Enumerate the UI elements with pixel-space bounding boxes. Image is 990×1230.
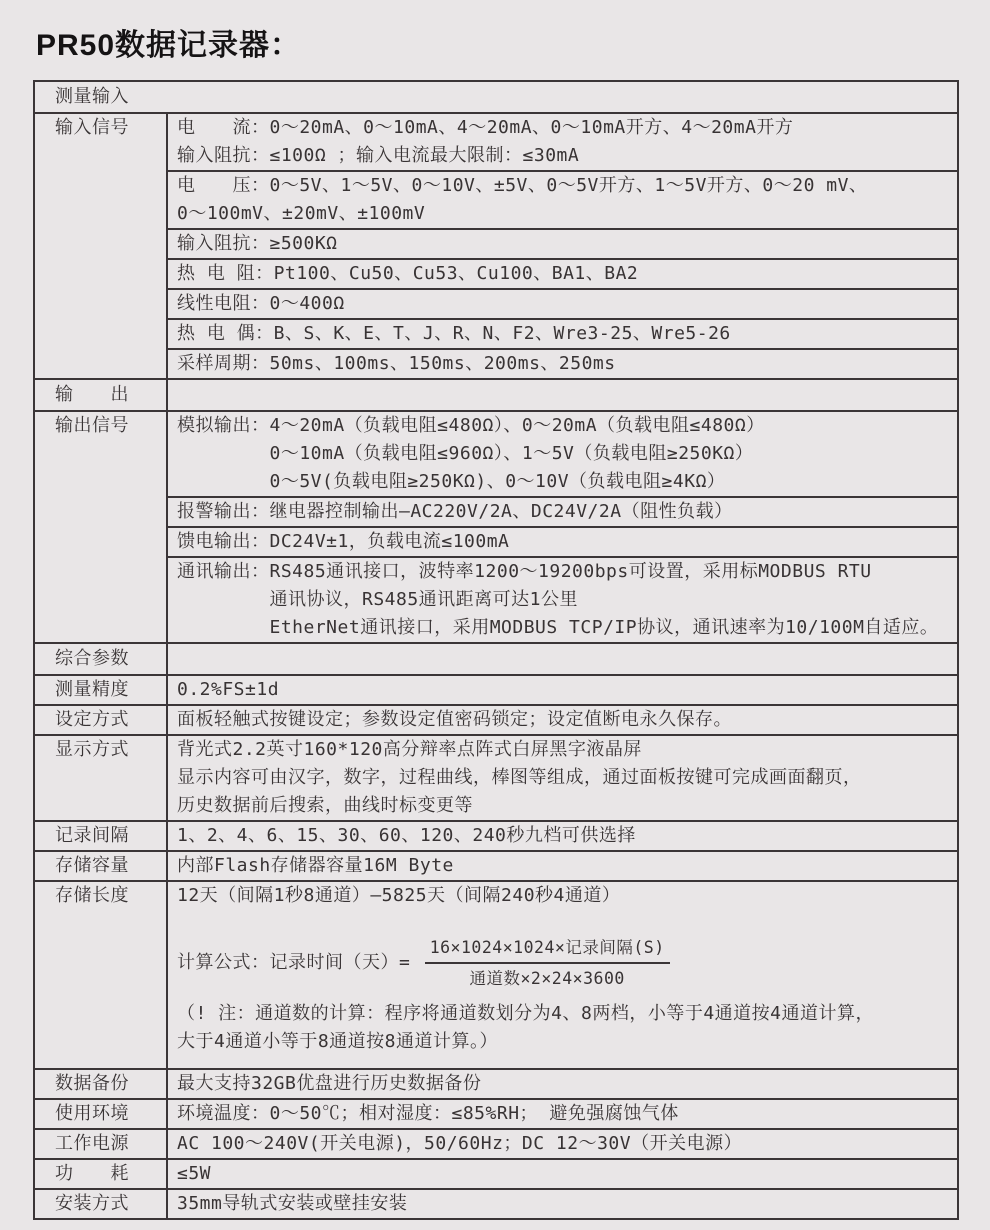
row-value-cell bbox=[166, 644, 957, 674]
row-label-cell bbox=[35, 1100, 166, 1128]
value-line: 线性电阻：0～400Ω bbox=[177, 293, 345, 314]
row-label-cell bbox=[35, 706, 166, 734]
value-line: ≤5W bbox=[177, 1163, 212, 1184]
row-label: 功 耗 bbox=[55, 1163, 129, 1184]
value-subrow bbox=[168, 852, 957, 880]
value-subrow bbox=[168, 228, 957, 258]
row-label-cell bbox=[35, 644, 166, 674]
value-subrow bbox=[168, 706, 957, 734]
row-label-cell bbox=[35, 1130, 166, 1158]
fraction-numerator: 16×1024×1024×记录间隔(S) bbox=[425, 936, 670, 964]
row-label: 显示方式 bbox=[55, 739, 129, 760]
value-line: 历史数据前后搜索，曲线时标变更等 bbox=[177, 795, 473, 816]
fraction bbox=[425, 936, 670, 990]
row-label: 输入信号 bbox=[55, 117, 129, 138]
value-subrow bbox=[168, 1190, 957, 1218]
row-value-cell bbox=[166, 1160, 957, 1188]
value-line: 热 电 偶：B、S、K、E、T、J、R、N、F2、Wre3-25、Wre5-26 bbox=[177, 323, 731, 344]
row-label: 设定方式 bbox=[55, 709, 129, 730]
spacer bbox=[177, 910, 957, 936]
value-subrow bbox=[168, 736, 957, 820]
value-subrow bbox=[168, 676, 957, 704]
value-line: 35mm导轨式安装或壁挂安装 bbox=[177, 1193, 408, 1214]
value-line: 面板轻触式按键设定；参数设定值密码锁定；设定值断电永久保存。 bbox=[177, 709, 732, 730]
value-line: 电 压：0～5V、1～5V、0～10V、±5V、0～5V开方、1～5V开方、0～20 mV、 bbox=[177, 175, 868, 196]
value-subrow bbox=[168, 882, 957, 1068]
value-line: 1、2、4、6、15、30、60、120、240秒九档可供选择 bbox=[177, 825, 636, 846]
value-line: 模拟输出：4～20mA（负载电阻≤480Ω）、0～20mA（负载电阻≤480Ω） bbox=[177, 415, 765, 436]
row-label: 输出信号 bbox=[55, 415, 129, 436]
row-label-cell bbox=[35, 882, 166, 1068]
table-row bbox=[35, 850, 957, 880]
row-label-cell bbox=[35, 676, 166, 704]
row-label-cell bbox=[35, 1160, 166, 1188]
row-value-cell bbox=[166, 1100, 957, 1128]
row-label: 使用环境 bbox=[55, 1103, 129, 1124]
value-line: 电 流：0～20mA、0～10mA、4～20mA、0～10mA开方、4～20mA开方 bbox=[177, 117, 794, 138]
row-label-cell bbox=[35, 736, 166, 820]
value-line: 0～5V(负载电阻≥250KΩ)、0～10V（负载电阻≥4KΩ） bbox=[177, 471, 726, 492]
value-line: 通讯协议，RS485通讯距离可达1公里 bbox=[177, 589, 579, 610]
row-label: 输 出 bbox=[55, 384, 129, 405]
value-subrow bbox=[168, 1100, 957, 1128]
table-row bbox=[35, 1068, 957, 1098]
fraction-denominator: 通道数×2×24×3600 bbox=[469, 969, 625, 988]
section-row bbox=[35, 642, 957, 674]
value-subrow bbox=[168, 288, 957, 318]
value-line: 大于4通道小等于8通道按8通道计算。） bbox=[177, 1031, 499, 1052]
row-label-cell bbox=[35, 1070, 166, 1098]
value-subrow bbox=[168, 318, 957, 348]
formula-block bbox=[177, 936, 957, 990]
value-line: 采样周期：50ms、100ms、150ms、200ms、250ms bbox=[177, 353, 616, 374]
value-line: 输入阻抗：≥500KΩ bbox=[177, 233, 338, 254]
section-row bbox=[35, 378, 957, 410]
row-value-cell bbox=[166, 114, 957, 378]
value-line: 显示内容可由汉字，数字，过程曲线，棒图等组成，通过面板按键可完成画面翻页， bbox=[177, 767, 862, 788]
table-row bbox=[35, 704, 957, 734]
row-label: 测量输入 bbox=[55, 86, 129, 107]
row-value-cell bbox=[166, 882, 957, 1068]
value-subrow bbox=[168, 412, 957, 496]
value-subrow bbox=[168, 1070, 957, 1098]
table-row bbox=[35, 880, 957, 1068]
value-line: 0～10mA（负载电阻≤960Ω）、1～5V（负载电阻≥250KΩ） bbox=[177, 443, 754, 464]
value-subrow bbox=[168, 496, 957, 526]
row-label: 综合参数 bbox=[55, 648, 129, 669]
row-value-cell bbox=[166, 676, 957, 704]
row-label: 安装方式 bbox=[55, 1193, 129, 1214]
value-line: 12天（间隔1秒8通道）—5825天（间隔240秒4通道） bbox=[177, 885, 621, 906]
value-line: 热 电 阻：Pt100、Cu50、Cu53、Cu100、BA1、BA2 bbox=[177, 263, 639, 284]
table-row bbox=[35, 734, 957, 820]
value-line: 最大支持32GB优盘进行历史数据备份 bbox=[177, 1073, 482, 1094]
value-subrow bbox=[168, 822, 957, 850]
value-subrow bbox=[168, 258, 957, 288]
table-row bbox=[35, 410, 957, 642]
row-value-cell bbox=[166, 736, 957, 820]
table-row bbox=[35, 1098, 957, 1128]
spacer bbox=[177, 990, 957, 1000]
spacer bbox=[177, 1056, 957, 1068]
section-row bbox=[35, 82, 957, 112]
row-label: 工作电源 bbox=[55, 1133, 129, 1154]
row-label-cell bbox=[35, 822, 166, 850]
row-value-cell bbox=[166, 822, 957, 850]
value-subrow bbox=[168, 348, 957, 378]
row-label-cell bbox=[35, 114, 166, 378]
value-line: 通讯输出：RS485通讯接口，波特率1200～19200bps可设置，采用标MODBUS RTU bbox=[177, 561, 872, 582]
value-subrow bbox=[168, 1130, 957, 1158]
value-subrow bbox=[168, 114, 957, 170]
value-subrow bbox=[168, 556, 957, 642]
value-line: 0.2%FS±1d bbox=[177, 679, 280, 700]
table-row bbox=[35, 1158, 957, 1188]
row-label: 数据备份 bbox=[55, 1073, 129, 1094]
value-subrow bbox=[168, 526, 957, 556]
value-line: AC 100～240V(开关电源)，50/60Hz；DC 12～30V（开关电源） bbox=[177, 1133, 743, 1154]
row-value-cell bbox=[166, 706, 957, 734]
page-title: PR50数据记录器： bbox=[36, 29, 302, 62]
row-label: 记录间隔 bbox=[55, 825, 129, 846]
value-subrow bbox=[168, 1160, 957, 1188]
row-label: 存储长度 bbox=[55, 885, 129, 906]
value-line: 馈电输出：DC24V±1，负载电流≤100mA bbox=[177, 531, 510, 552]
value-line: （! 注：通道数的计算：程序将通道数划分为4、8两档，小等于4通道按4通道计算， bbox=[177, 1003, 875, 1024]
row-value-cell bbox=[166, 380, 957, 410]
value-line: EtherNet通讯接口，采用MODBUS TCP/IP协议，通讯速率为10/100M自适应。 bbox=[177, 617, 939, 638]
value-line: 环境温度：0～50℃；相对湿度：≤85%RH； 避免强腐蚀气体 bbox=[177, 1103, 679, 1124]
table-row bbox=[35, 1188, 957, 1218]
row-label-cell bbox=[35, 82, 957, 112]
row-label-cell bbox=[35, 412, 166, 642]
row-label-cell bbox=[35, 380, 166, 410]
row-value-cell bbox=[166, 1070, 957, 1098]
row-value-cell bbox=[166, 852, 957, 880]
value-subrow bbox=[168, 170, 957, 228]
row-value-cell bbox=[166, 1130, 957, 1158]
value-line: 0～100mV、±20mV、±100mV bbox=[177, 203, 426, 224]
spec-table bbox=[33, 80, 959, 1220]
row-value-cell bbox=[166, 1190, 957, 1218]
value-line: 报警输出：继电器控制输出—AC220V/2A、DC24V/2A（阻性负载） bbox=[177, 501, 733, 522]
row-label: 存储容量 bbox=[55, 855, 129, 876]
row-value-cell bbox=[166, 412, 957, 642]
row-label: 测量精度 bbox=[55, 679, 129, 700]
row-label-cell bbox=[35, 852, 166, 880]
table-row bbox=[35, 820, 957, 850]
table-row bbox=[35, 112, 957, 378]
value-line: 内部Flash存储器容量16M Byte bbox=[177, 855, 454, 876]
table-row bbox=[35, 674, 957, 704]
table-row bbox=[35, 1128, 957, 1158]
row-label-cell bbox=[35, 1190, 166, 1218]
value-line: 背光式2.2英寸160*120高分辩率点阵式白屏黑字液晶屏 bbox=[177, 739, 642, 760]
value-line: 输入阻抗：≤100Ω ；输入电流最大限制：≤30mA bbox=[177, 145, 580, 166]
formula-prefix: 计算公式：记录时间（天）= bbox=[177, 952, 422, 973]
